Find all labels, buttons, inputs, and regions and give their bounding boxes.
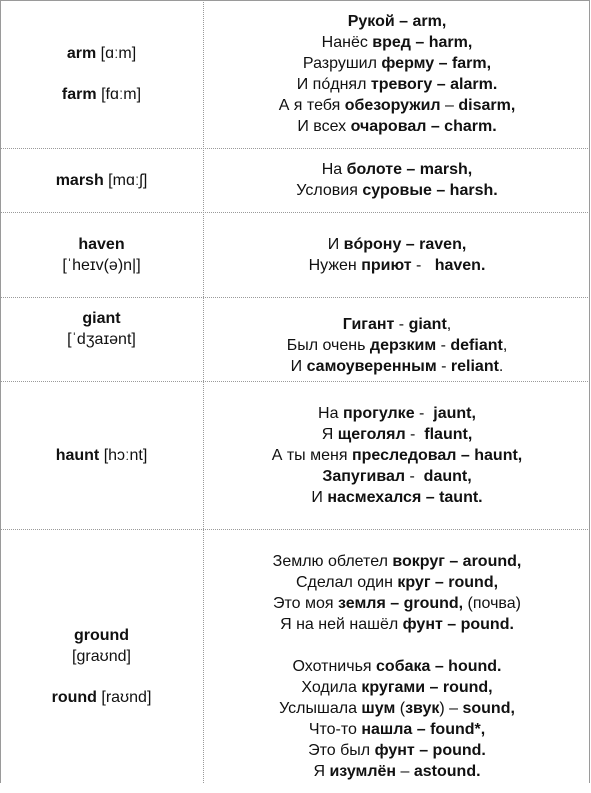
poem-bold-text: Рукой – arm, (347, 13, 447, 30)
english-word: marsh (55, 171, 104, 189)
poem-line (287, 335, 508, 356)
poem-text: - (436, 336, 451, 354)
poem-bold-text: преследовал – haunt, (351, 446, 523, 464)
poem-line (273, 551, 522, 572)
word-entry (67, 43, 136, 64)
poem-bold-text: фунт – pound. (374, 741, 486, 759)
english-word: ground (73, 626, 130, 644)
table-row (0, 148, 590, 212)
poem-line (348, 11, 447, 32)
poem-bold-text: disarm, (458, 97, 516, 114)
poem-bold-text: вóрону – raven, (343, 235, 467, 253)
poem-text: , (446, 315, 452, 333)
word-cell (0, 287, 203, 371)
poem-text: – (440, 97, 459, 114)
word-cell (0, 212, 203, 297)
poem-line (318, 403, 476, 424)
poem-text: А ты меня (271, 446, 352, 464)
poem-bold-text: haven. (434, 256, 486, 274)
poem-bold-text: sound, (462, 699, 515, 717)
poem-bold-text: вокруг – around, (392, 552, 522, 570)
poem-bold-text: фунт – pound. (402, 615, 514, 633)
english-word: farm (61, 86, 97, 103)
poem-line (303, 53, 491, 74)
transcription: [hɔːnt] (103, 446, 148, 464)
poem-text: Что-то (308, 720, 362, 738)
poem-text: Это моя (273, 594, 339, 612)
poem-bold-text: круг – round, (397, 573, 499, 591)
word-entry (62, 234, 140, 276)
poem-text: . (498, 357, 504, 375)
word-cell (0, 0, 203, 148)
poem-text: Я (321, 425, 338, 443)
poem-bold-text: вред – harm, (372, 34, 473, 51)
poem-text: ) – (439, 699, 463, 717)
poem-bold-text: собака – hound. (376, 657, 502, 675)
poem-line (273, 593, 521, 614)
transcription: [graʊnd] (72, 647, 131, 665)
poem-text: На (318, 404, 343, 422)
poem-bold-text: astound. (413, 762, 481, 780)
poem-bold-text: суровые – harsh. (362, 182, 498, 199)
poem-bold-text: прогулке (342, 404, 415, 422)
poem-text: Разрушил (302, 55, 382, 72)
poem-line (309, 719, 485, 740)
word-entry (56, 445, 148, 466)
poem-bold-text: кругами – round, (361, 678, 493, 696)
transcription: [mɑːʃ] (108, 171, 148, 189)
transcription: [raʊnd] (101, 688, 152, 706)
poem-line (293, 656, 502, 677)
poem-text: И (327, 235, 344, 253)
poem-line (313, 761, 480, 782)
poem-text: ( (395, 699, 406, 717)
poem-bold-text: нашла – found*, (361, 720, 486, 738)
word-entry (52, 687, 152, 708)
poem-cell (204, 539, 590, 793)
poem-line (301, 677, 492, 698)
poem-bold-text: болоте – marsh, (346, 161, 473, 178)
word-cell (0, 148, 203, 212)
poem-text: - (394, 315, 409, 333)
poem-line (311, 487, 482, 508)
poem-text: Это был (308, 741, 375, 759)
english-word: arm (66, 45, 97, 62)
word-entry (72, 625, 131, 667)
poem-line (297, 74, 498, 95)
poem-text: - (405, 425, 425, 443)
poem-bold-text: дерзким (369, 336, 437, 354)
poem-line (308, 740, 486, 761)
english-word: giant (82, 310, 121, 327)
table-row (0, 0, 590, 148)
poem-line (322, 32, 473, 53)
poem-line (279, 698, 515, 719)
poem-bold-text: очаровал – charm. (350, 118, 497, 135)
english-word: haunt (55, 446, 100, 464)
poem-line (343, 314, 451, 335)
poem-line (309, 255, 486, 276)
poem-line (297, 116, 496, 137)
poem-text: И пóднял (296, 76, 371, 93)
poem-bold-text: jaunt, (433, 404, 476, 422)
poem-text: , (502, 336, 508, 354)
poem-text: – (396, 762, 414, 780)
table-row (0, 297, 590, 381)
transcription: [ɑːm] (100, 45, 137, 62)
word-cell (0, 381, 203, 529)
poem-text: Сделал один (295, 573, 398, 591)
poem-blank-line (395, 635, 399, 656)
poem-cell (204, 381, 590, 529)
poem-bold-text: приют (361, 256, 412, 274)
poem-text: - (436, 357, 451, 375)
poem-bold-text: defiant (450, 336, 503, 354)
table-row (0, 381, 590, 529)
english-word: haven (78, 235, 125, 253)
poem-bold-text: giant (408, 315, 447, 333)
poem-text: Условия (296, 182, 363, 199)
word-entry (56, 170, 148, 191)
poem-bold-text: Запугивал (322, 467, 405, 485)
word-entry (67, 308, 136, 350)
poem-text: И всех (297, 118, 351, 135)
poem-line (328, 234, 467, 255)
word-cell (0, 539, 203, 793)
poem-bold-text: flaunt, (424, 425, 473, 443)
poem-bold-text: обезоружил (344, 97, 441, 114)
poem-text: Нанёс (321, 34, 373, 51)
poem-line (280, 614, 514, 635)
poem-bold-text: звук (405, 699, 440, 717)
poem-bold-text: ферму – farm, (381, 55, 492, 72)
poem-line (296, 180, 497, 201)
english-word: round (51, 688, 97, 706)
poem-line (279, 95, 516, 116)
poem-bold-text: Гигант (342, 315, 395, 333)
poem-bold-text: земля – ground, (338, 594, 464, 612)
poem-bold-text: самоуверенным (306, 357, 437, 375)
poem-line (322, 424, 473, 445)
poem-cell (204, 0, 590, 148)
poem-text: Был очень (286, 336, 370, 354)
poem-text: Землю облетел (272, 552, 393, 570)
poem-bold-text: reliant (450, 357, 499, 375)
poem-line (296, 572, 498, 593)
poem-line (272, 445, 523, 466)
poem-text: Нужен (308, 256, 362, 274)
poem-text: Я (313, 762, 330, 780)
poem-line (322, 466, 471, 487)
poem-line (291, 356, 504, 377)
transcription: [ˈdʒaɪənt] (67, 331, 136, 348)
poem-text: - (411, 256, 435, 274)
poem-bold-text: изумлён (329, 762, 397, 780)
poem-bold-text: daunt, (423, 467, 472, 485)
poem-text: - (414, 404, 434, 422)
poem-bold-text: насмехался – taunt. (327, 488, 483, 506)
poem-text: На (321, 161, 347, 178)
word-entry (62, 84, 141, 105)
poem-line (322, 159, 472, 180)
poem-text: (почва) (463, 594, 521, 612)
poem-bold-text: тревогу – alarm. (370, 76, 498, 93)
poem-text: - (405, 467, 424, 485)
poem-cell (204, 303, 590, 387)
poem-text: И (290, 357, 307, 375)
poem-cell (204, 148, 590, 212)
poem-text: Охотничья (292, 657, 377, 675)
poem-text: И (311, 488, 328, 506)
poem-text: Ходила (301, 678, 362, 696)
poem-text: Я на ней нашёл (280, 615, 403, 633)
transcription: [ˈheɪv(ə)n|] (62, 256, 141, 274)
poem-text: Услышала (279, 699, 362, 717)
table-row (0, 529, 590, 783)
transcription: [fɑːm] (101, 86, 142, 103)
table-row (0, 212, 590, 297)
poem-text: А я тебя (278, 97, 345, 114)
poem-bold-text: шум (361, 699, 396, 717)
poem-cell (204, 212, 590, 297)
poem-bold-text: щеголял (337, 425, 406, 443)
